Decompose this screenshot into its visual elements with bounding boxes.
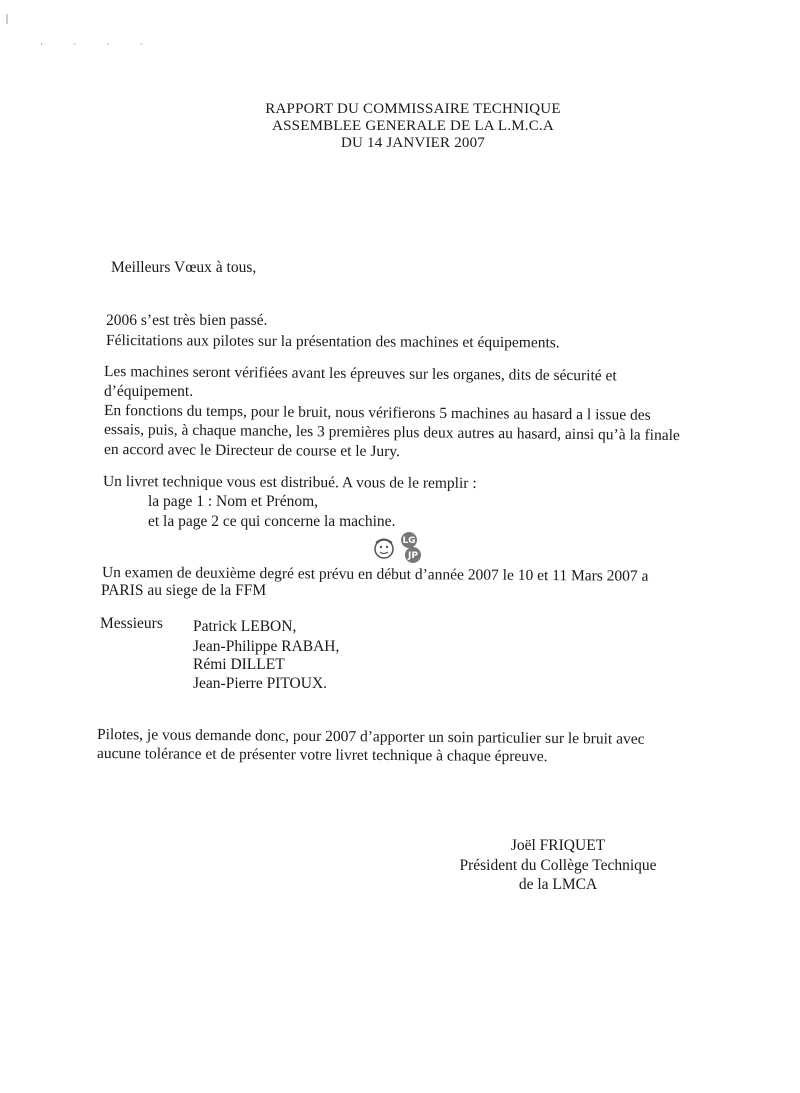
- pilotes-line-1: Pilotes, je vous demande donc, pour 2007 d’apporter un soin particulier sur le bruit avec: [96, 726, 645, 748]
- livret-line-1: Un livret technique vous est distribué. A vous de le remplir :: [102, 473, 477, 492]
- livret-line-2: la page 1 : Nom et Prénom,: [148, 493, 319, 510]
- scan-specks: · · · ·: [40, 39, 157, 49]
- header-line-3: DU 14 JANVIER 2007: [340, 135, 485, 151]
- svg-text:LG: LG: [402, 536, 416, 546]
- signature-name: Joël FRIQUET: [510, 837, 606, 854]
- examen-line-2: PARIS au siege de la FFM: [101, 582, 267, 599]
- intro-line-1: 2006 s’est très bien passé.: [106, 312, 268, 329]
- machines-line-1: Les machines seront vérifiées avant les épreuves sur les organes, dits de sécurité et: [103, 363, 617, 385]
- messieurs-name-2: Jean-Philippe RABAH,: [193, 638, 340, 655]
- intro-line-2: Félicitations aux pilotes sur la présentation des machines et équipements.: [105, 332, 560, 352]
- pilotes-line-2: aucune tolérance et de présenter votre livret technique à chaque épreuve.: [96, 745, 548, 766]
- messieurs-label: Messieurs: [100, 615, 163, 632]
- signature-title: Président du Collège Technique: [459, 857, 657, 874]
- machines-line-4: essais, puis, à chaque manche, les 3 premières plus deux autres au hasard, ainsi qu’à la finale: [103, 421, 680, 445]
- svg-text:JP: JP: [408, 551, 418, 561]
- greeting: Meilleurs Vœux à tous,: [111, 259, 257, 276]
- machines-line-5: en accord avec le Directeur de course et le Jury.: [103, 441, 400, 461]
- messieurs-name-3: Rémi DILLET: [193, 656, 285, 673]
- machines-line-3: En fonctions du temps, pour le bruit, nous vérifierons 5 machines au hasard a l issue des: [103, 402, 651, 424]
- header-line-2: ASSEMBLEE GENERALE DE LA L.M.C.A: [272, 118, 554, 134]
- scan-edge-mark: [6, 14, 8, 24]
- livret-line-3: et la page 2 ce qui concerne la machine.: [148, 513, 396, 530]
- examen-line-1: Un examen de deuxième degré est prévu en début d’année 2007 le 10 et 11 Mars 2007 a: [101, 564, 649, 585]
- machines-line-2: d’équipement.: [104, 383, 194, 400]
- messieurs-name-1: Patrick LEBON,: [193, 618, 297, 635]
- header-line-1: RAPPORT DU COMMISSAIRE TECHNIQUE: [265, 101, 561, 117]
- messieurs-name-4: Jean-Pierre PITOUX.: [193, 675, 328, 692]
- signature-org: de la LMCA: [518, 876, 598, 893]
- lgjp-logo-stamp: [371, 530, 425, 564]
